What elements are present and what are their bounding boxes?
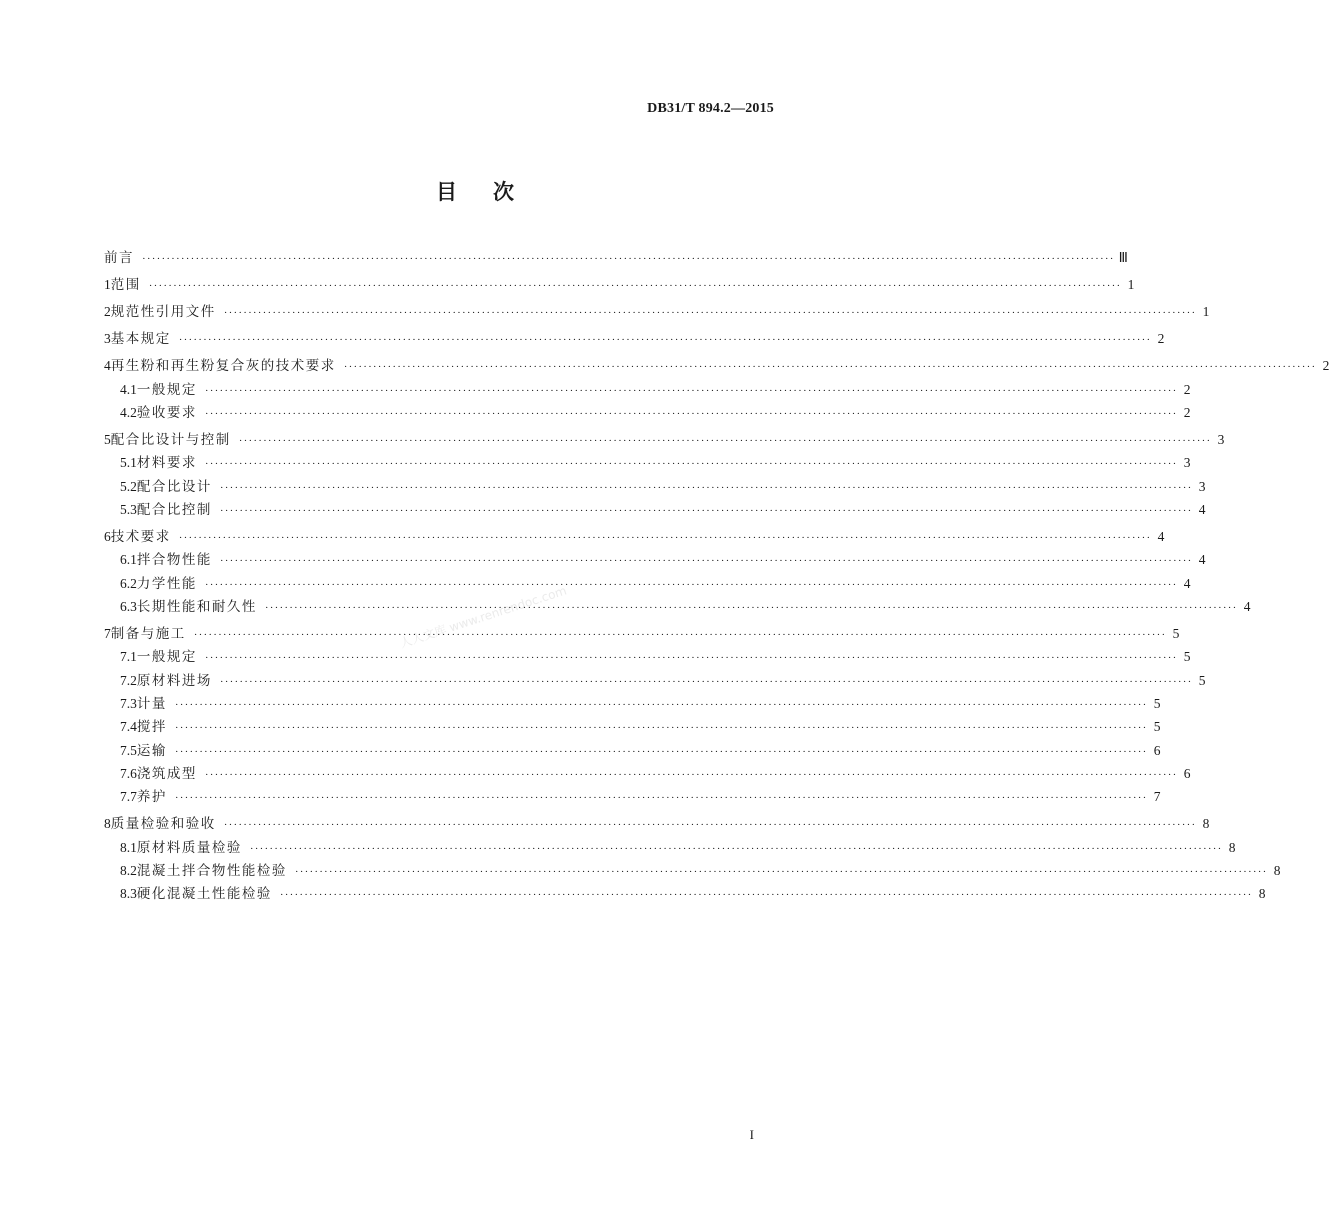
toc-entry[interactable]	[104, 622, 1180, 645]
toc-entry-page: 5	[1183, 649, 1191, 665]
toc-entry-page: 7	[1153, 789, 1161, 805]
toc-entry-number: 8.2	[120, 862, 137, 878]
toc-entry-number: 5	[104, 432, 111, 448]
toc-entry-label: 计量	[136, 695, 167, 712]
toc-entry-label: 配合比设计	[136, 478, 212, 495]
toc-entry-number: 6.1	[120, 552, 137, 568]
toc-entry[interactable]	[104, 572, 1191, 595]
toc-entry-page: 5	[1153, 719, 1161, 735]
dot-leader: ········································································································································································································	[148, 280, 1122, 293]
toc-entry-number: 6	[104, 529, 111, 545]
toc-entry-number: 7	[104, 626, 111, 642]
toc-entry-page: 4	[1198, 552, 1206, 568]
dot-leader: ········································································································································································································	[219, 675, 1193, 688]
toc-entry-label: 长期性能和耐久性	[136, 598, 257, 615]
dot-leader: ········································································································································································································	[223, 819, 1197, 832]
toc-entry-number: 4	[104, 358, 111, 374]
toc-entry-page: 3	[1217, 432, 1225, 448]
dot-leader: ········································································································································································································	[204, 652, 1178, 665]
toc-entry-number: 1	[104, 277, 111, 293]
toc-entry[interactable]	[104, 498, 1206, 521]
dot-leader: ········································································································································································································	[174, 698, 1148, 711]
toc-entry-number: 5.3	[120, 501, 137, 517]
toc-entry-label: 技术要求	[110, 529, 171, 546]
toc-entry-number: 4.1	[120, 381, 137, 397]
dot-leader: ········································································································································································································	[142, 253, 1115, 265]
toc-entry[interactable]	[104, 739, 1161, 762]
toc-entry[interactable]	[104, 378, 1191, 401]
dot-leader: ········································································································································································································	[174, 722, 1148, 735]
toc-entry-label: 制备与施工	[110, 626, 186, 643]
dot-leader: ········································································································································································································	[249, 842, 1223, 855]
toc-entry-page: 2	[1183, 404, 1191, 420]
toc-entry-label: 材料要求	[136, 455, 197, 472]
toc-entry-number: 2	[104, 304, 111, 320]
toc-entry-page: 4	[1183, 575, 1191, 591]
toc-entry[interactable]	[104, 401, 1191, 424]
dot-leader: ········································································································································································································	[223, 307, 1197, 320]
toc-entry-page: 1	[1127, 277, 1135, 293]
dot-leader: ········································································································································································································	[204, 458, 1178, 471]
toc-entry-page: 8	[1273, 862, 1281, 878]
toc-entry[interactable]	[104, 300, 1210, 323]
toc-entry[interactable]	[104, 428, 1225, 451]
dot-leader: ········································································································································································································	[343, 361, 1317, 374]
toc-entry-number: 5.1	[120, 455, 137, 471]
toc-entry-page: 5	[1153, 695, 1161, 711]
toc-entry-number: 3	[104, 331, 111, 347]
toc-entry[interactable]	[104, 645, 1191, 668]
toc-entry[interactable]	[104, 882, 1266, 905]
page-number: I	[749, 1127, 754, 1142]
toc-entry-label: 范围	[110, 277, 141, 294]
toc-entry-page: 5	[1172, 626, 1180, 642]
toc-entry-label: 运输	[136, 742, 167, 759]
toc-entry-label: 一般规定	[136, 649, 197, 666]
toc-entry-page: Ⅲ	[1118, 250, 1128, 265]
toc-entry[interactable]	[104, 327, 1165, 350]
toc-entry-label: 再生粉和再生粉复合灰的技术要求	[110, 358, 336, 375]
toc-entry-number: 7.3	[120, 695, 137, 711]
toc-entry-number: 8.1	[120, 839, 137, 855]
dot-leader: ········································································································································································································	[204, 578, 1178, 591]
toc-entry-number: 7.7	[120, 789, 137, 805]
toc-entry-number: 7.4	[120, 719, 137, 735]
toc-entry[interactable]	[104, 273, 1135, 296]
toc-entry-label: 力学性能	[136, 575, 197, 592]
toc-entry[interactable]	[104, 812, 1210, 835]
dot-leader: ········································································································································································································	[204, 768, 1178, 781]
toc-entry-page: 2	[1322, 358, 1329, 374]
toc-entry-number: 4.2	[120, 404, 137, 420]
dot-leader: ········································································································································································································	[178, 532, 1152, 545]
toc-entry-page: 8	[1258, 886, 1266, 902]
watermark: 人人文库 www.renrendoc.com	[398, 583, 569, 651]
toc-entry-label: 基本规定	[110, 331, 171, 348]
toc-entry[interactable]	[104, 475, 1206, 498]
toc-entry-number: 5.2	[120, 478, 137, 494]
toc-entry-number: 8.3	[120, 886, 137, 902]
toc-entry-number: 7.6	[120, 765, 137, 781]
toc-entry-number: 7.5	[120, 742, 137, 758]
toc-entry[interactable]	[104, 692, 1161, 715]
dot-leader: ········································································································································································································	[178, 334, 1152, 347]
toc-entry-number: 6.3	[120, 598, 137, 614]
dot-leader: ········································································································································································································	[219, 555, 1193, 568]
dot-leader: ········································································································································································································	[174, 792, 1148, 805]
toc-entry[interactable]	[104, 669, 1206, 692]
toc-title: 目次	[436, 180, 550, 204]
toc-entry-label: 养护	[136, 789, 167, 806]
toc-entry-page: 2	[1183, 381, 1191, 397]
toc-entry[interactable]	[104, 354, 1329, 377]
dot-leader: ········································································································································································································	[204, 407, 1178, 420]
toc-entry-page: 2	[1157, 331, 1165, 347]
toc-entry-page: 8	[1202, 816, 1210, 832]
toc-entry-label: 硬化混凝土性能检验	[136, 886, 272, 903]
toc-entry[interactable]	[104, 525, 1165, 548]
toc-entry-label: 混凝土拌合物性能检验	[136, 862, 287, 879]
toc-entry[interactable]	[104, 715, 1161, 738]
dot-leader: ········································································································································································································	[219, 481, 1193, 494]
toc-entry-number: 7.2	[120, 672, 137, 688]
toc-entry-label: 配合比设计与控制	[110, 432, 231, 449]
dot-leader: ········································································································································································································	[294, 865, 1268, 878]
toc-entry-number: 6.2	[120, 575, 137, 591]
toc-entry-page: 6	[1153, 742, 1161, 758]
document-code: DB31/T 894.2—2015	[647, 101, 774, 116]
toc-entry-label: 一般规定	[136, 381, 197, 398]
toc-entry-label: 搅拌	[136, 719, 167, 736]
toc-entry-label: 浇筑成型	[136, 765, 197, 782]
toc-entry-label: 规范性引用文件	[110, 304, 216, 321]
toc-entry-page: 1	[1202, 304, 1210, 320]
toc-entry-page: 8	[1228, 839, 1236, 855]
toc-entry-label: 原材料质量检验	[136, 839, 242, 856]
toc-entry-label: 配合比控制	[136, 501, 212, 518]
toc-entry-label: 前言	[104, 250, 134, 266]
toc-entry-page: 3	[1183, 455, 1191, 471]
toc-entry-number: 7.1	[120, 649, 137, 665]
dot-leader: ········································································································································································································	[204, 384, 1178, 397]
toc-entry-page: 4	[1157, 529, 1165, 545]
toc-entry-number: 8	[104, 816, 111, 832]
toc-entry-page: 5	[1198, 672, 1206, 688]
toc-entry-label: 验收要求	[136, 404, 197, 421]
toc-entry[interactable]	[104, 451, 1191, 474]
toc-entry-page: 4	[1243, 598, 1251, 614]
toc-entry-label: 质量检验和验收	[110, 816, 216, 833]
toc-entry[interactable]	[104, 785, 1161, 808]
dot-leader: ········································································································································································································	[219, 504, 1193, 517]
toc-entry[interactable]	[104, 246, 1128, 269]
toc-entry[interactable]	[104, 595, 1251, 618]
dot-leader: ········································································································································································································	[279, 889, 1253, 902]
toc-entry-page: 6	[1183, 765, 1191, 781]
toc-entry-page: 4	[1198, 501, 1206, 517]
dot-leader: ········································································································································································································	[238, 435, 1212, 448]
toc-entry[interactable]	[104, 859, 1281, 882]
dot-leader: ········································································································································································································	[193, 629, 1167, 642]
dot-leader: ········································································································································································································	[174, 745, 1148, 758]
dot-leader: ········································································································································································································	[264, 601, 1238, 614]
table-of-contents	[104, 246, 1329, 905]
toc-entry[interactable]	[104, 836, 1236, 859]
toc-entry-label: 原材料进场	[136, 672, 212, 689]
toc-entry-page: 3	[1198, 478, 1206, 494]
toc-entry[interactable]	[104, 548, 1206, 571]
toc-entry[interactable]	[104, 762, 1191, 785]
toc-entry-label: 拌合物性能	[136, 552, 212, 569]
